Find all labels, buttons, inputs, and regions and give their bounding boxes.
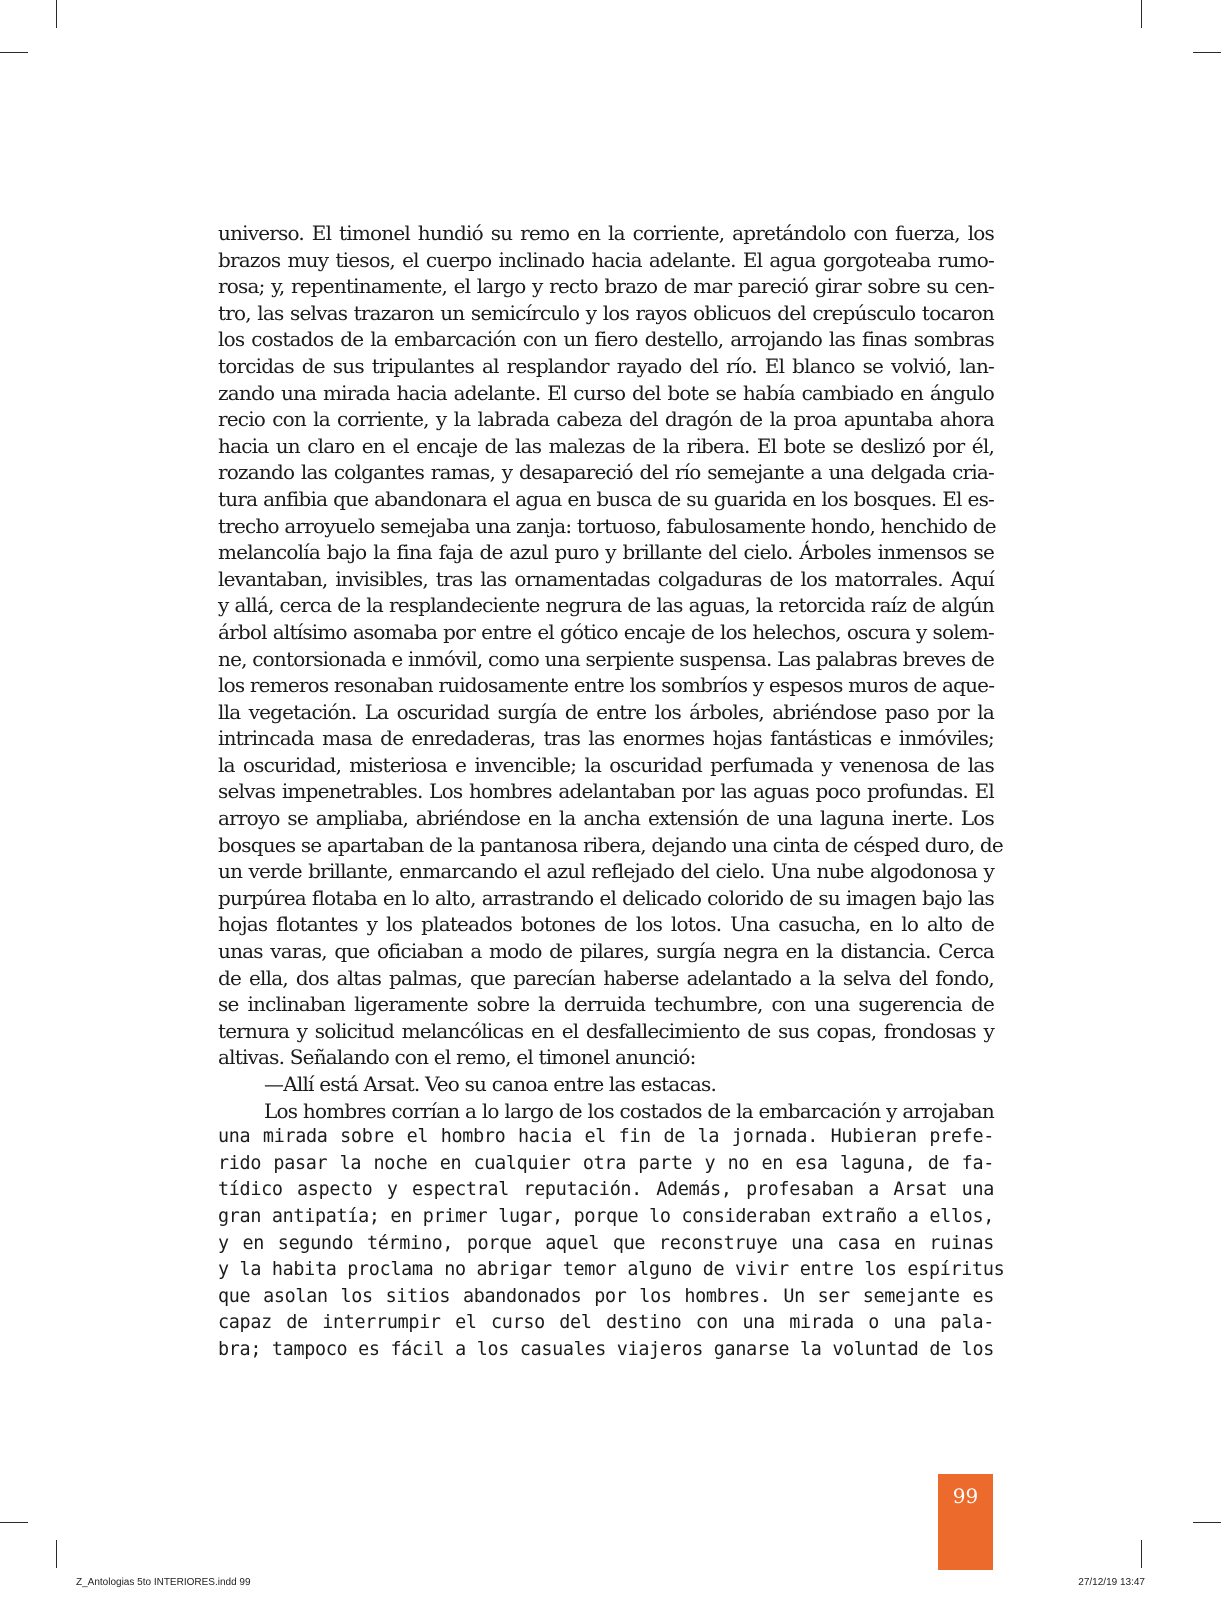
text-line: ne, contorsionada e inmóvil, como una serpiente suspensa. Las palabras breves de bbox=[218, 646, 994, 671]
text-line: altivas. Señalando con el remo, el timonel anunció: bbox=[218, 1045, 696, 1070]
text-line: y en segundo término, porque aquel que reconstruye una casa en ruinas bbox=[218, 1232, 994, 1254]
dialogue-line: —Allí está Arsat. Veo su canoa entre las estacas. bbox=[264, 1072, 717, 1096]
text-line: los costados de la embarcación con un fiero destello, arrojando las finas sombras bbox=[218, 327, 994, 352]
text-line: intrincada masa de enredaderas, tras las enormes hojas fantásticas e inmóviles; bbox=[218, 726, 994, 751]
text-line: brazos muy tiesos, el cuerpo inclinado hacia adelante. El agua gorgoteaba rumo- bbox=[218, 247, 994, 272]
text-line: bra; tampoco es fácil a los casuales viajeros ganarse la voluntad de los bbox=[218, 1338, 994, 1360]
crop-mark-top-right-horizontal bbox=[1193, 52, 1221, 53]
crop-mark-top-right-vertical bbox=[1141, 0, 1142, 28]
crop-mark-bottom-right-horizontal bbox=[1193, 1522, 1221, 1523]
text-line: una mirada sobre el hombro hacia el fin de la jornada. Hubieran prefe- bbox=[218, 1126, 994, 1148]
text-line: rosa; y, repentinamente, el largo y recto brazo de mar pareció girar sobre su cen- bbox=[218, 274, 994, 299]
text-line: purpúrea flotaba en lo alto, arrastrando el delicado colorido de su imagen bajo las bbox=[218, 885, 994, 910]
text-line: lla vegetación. La oscuridad surgía de entre los árboles, abriéndose paso por la bbox=[218, 699, 994, 724]
text-line: y allá, cerca de la resplandeciente negrura de las aguas, la retorcida raíz de algún bbox=[218, 593, 994, 618]
text-line: rido pasar la noche en cualquier otra parte y no en esa laguna, de fa- bbox=[218, 1152, 994, 1174]
text-line: los remeros resonaban ruidosamente entre los sombríos y espesos muros de aque- bbox=[218, 673, 995, 698]
paragraph-start-line: Los hombres corrían a lo largo de los costados de la embarcación y arrojaban bbox=[264, 1098, 994, 1123]
text-line: rozando las colgantes ramas, y desapareció del río semejante a una delgada cria- bbox=[218, 460, 994, 485]
text-line: árbol altísimo asomaba por entre el gótico encaje de los helechos, oscura y solem- bbox=[218, 619, 994, 644]
text-line: recio con la corriente, y la labrada cabeza del dragón de la proa apuntaba ahora bbox=[218, 407, 994, 432]
crop-mark-top-left-horizontal bbox=[0, 52, 28, 53]
text-line: gran antipatía; en primer lugar, porque lo consideraban extraño a ellos, bbox=[218, 1205, 994, 1227]
text-line: bosques se apartaban de la pantanosa ribera, dejando una cinta de césped duro, de bbox=[218, 832, 1003, 857]
text-line: se inclinaban ligeramente sobre la derruida techumbre, con una sugerencia de bbox=[218, 992, 994, 1017]
text-line: universo. El timonel hundió su remo en la corriente, apretándolo con fuerza, los bbox=[218, 221, 994, 245]
text-line: ternura y solicitud melancólicas en el desfallecimiento de sus copas, frondosas y bbox=[218, 1018, 994, 1043]
crop-mark-bottom-right-vertical bbox=[1141, 1540, 1142, 1568]
text-line: un verde brillante, enmarcando el azul reflejado del cielo. Una nube algodonosa y bbox=[218, 859, 994, 884]
text-line: tídico aspecto y espectral reputación. Además, profesaban a Arsat una bbox=[218, 1179, 994, 1201]
text-line: levantaban, invisibles, tras las ornamentadas colgaduras de los matorrales. Aquí bbox=[218, 566, 994, 591]
text-line: hacia un claro en el encaje de las malezas de la ribera. El bote se deslizó por él, bbox=[218, 433, 994, 458]
text-line: capaz de interrumpir el curso del destino con una mirada o una pala- bbox=[218, 1312, 994, 1334]
footer-file-info: Z_Antologias 5to INTERIORES.indd 99 bbox=[76, 1577, 251, 1588]
text-line: tura anfibia que abandonara el agua en busca de su guarida en los bosques. El es- bbox=[218, 486, 994, 511]
text-line: melancolía bajo la fina faja de azul puro y brillante del cielo. Árboles inmensos se bbox=[218, 540, 994, 565]
page-number-tab bbox=[938, 1474, 993, 1570]
text-line: y la habita proclama no abrigar temor alguno de vivir entre los espíritus bbox=[218, 1259, 1005, 1281]
text-line: selvas impenetrables. Los hombres adelantaban por las aguas poco profundas. El bbox=[218, 779, 994, 804]
text-line: la oscuridad, misteriosa e invencible; la oscuridad perfumada y venenosa de las bbox=[218, 752, 994, 777]
text-line: hojas flotantes y los plateados botones de los lotos. Una casucha, en lo alto de bbox=[218, 912, 994, 937]
text-line: unas varas, que oficiaban a modo de pilares, surgía negra en la distancia. Cerca bbox=[218, 939, 994, 964]
page-number: 99 bbox=[952, 1484, 979, 1508]
body-text bbox=[218, 220, 1005, 1364]
text-line: que asolan los sitios abandonados por los hombres. Un ser semejante es bbox=[218, 1285, 994, 1307]
crop-mark-bottom-left-vertical bbox=[56, 1540, 57, 1568]
text-line: tro, las selvas trazaron un semicírculo y los rayos oblicuos del crepúsculo tocaron bbox=[218, 300, 994, 325]
text-line: de ella, dos altas palmas, que parecían haberse adelantado a la selva del fondo, bbox=[218, 965, 994, 990]
text-line: zando una mirada hacia adelante. El curso del bote se había cambiado en ángulo bbox=[218, 380, 994, 405]
text-line: arroyo se ampliaba, abriéndose en la ancha extensión de una laguna inerte. Los bbox=[218, 806, 994, 831]
text-line: trecho arroyuelo semejaba una zanja: tortuoso, fabulosamente hondo, henchido de bbox=[218, 513, 996, 538]
crop-mark-bottom-left-horizontal bbox=[0, 1522, 28, 1523]
text-line: torcidas de sus tripulantes al resplandor rayado del río. El blanco se volvió, lan- bbox=[218, 353, 994, 378]
footer-date-info: 27/12/19 13:47 bbox=[1078, 1577, 1145, 1588]
crop-mark-top-left-vertical bbox=[56, 0, 57, 28]
